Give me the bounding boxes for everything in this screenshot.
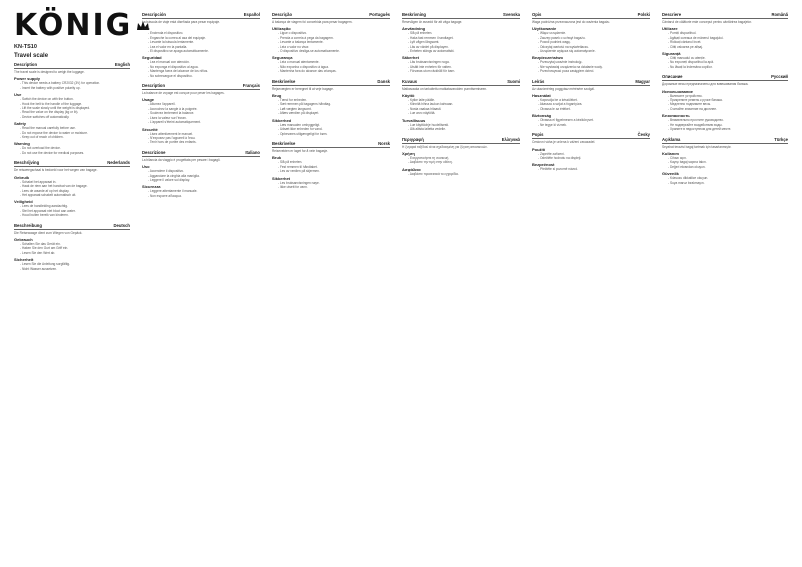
instruction-line: - Do not overload the device. [20,146,61,151]
section-language: Magyar [635,78,650,84]
section-language: Türkçe [774,136,788,142]
intro-text: A balança de viagem foi concebida para pesar bagagem. [272,20,353,24]
subsection-heading: Brug [272,93,282,99]
instruction-line: - Stel het apparaat niet bloot aan water. [20,208,76,213]
section-header [142,12,260,19]
subsection-heading: Bezpieczeństwo [532,55,563,61]
instruction-line: - Считайте значение на дисплее. [668,106,717,111]
intro-text: De reisweegschaal is bedoeld voor het wegen van bagage. [14,168,98,173]
section-title: Description [142,83,166,89]
subsection-heading: Veiligheid [14,199,33,205]
instruction-line: - Nie wystawiaj urządzenia na działanie wody. [538,64,603,69]
subsection-heading: Bezpečnost [532,162,555,168]
intro-text: La balance de voyage est conçue pour peser les bagages. [142,91,225,96]
column-2 [142,12,260,203]
subsection-heading: Segurança [272,55,293,61]
instruction-line: - Przechowywać poza zasięgiem dzieci. [538,69,595,74]
model-number: KN-TS10 [14,44,37,50]
instruction-line: - Lisez attentivement le manuel. [148,131,194,136]
instruction-line: - Kapcsolja be a készüléket. [538,98,578,103]
language-section [14,223,130,271]
subsection-heading: Χρήση [402,150,415,156]
instruction-line: - L'appareil s'éteint automatiquement. [148,120,201,125]
section-header [272,141,390,148]
intro-text: Matkavaaka on tarkoitettu matkatavaroiden punnitsemiseen. [402,86,488,91]
instruction-line: - Switch the device on with the button. [20,97,74,102]
brand-logo [14,8,150,43]
instruction-line: - Encienda el dispositivo. [148,31,184,36]
subsection-heading: Seguridad [142,55,162,61]
intro-text: Дорожные весы предназначены для взвешивания багажа. [662,82,749,87]
language-section [532,132,650,172]
subsection-heading: Biztonság [532,113,552,119]
instruction-line: - Kytke laite päälle. [408,98,435,103]
section-title: Descripción [142,12,166,17]
section-title: Açıklama [662,136,681,142]
subsection-heading: Použití [532,146,546,152]
instruction-line: - Kılavuzu dikkatlice okuyun. [668,176,709,181]
instruction-line: - Nicht Wasser aussetzen. [20,266,58,271]
instruction-line: - Lift the scale slowly until the weight is displayed. [20,106,90,111]
intro-text: Die Reisewaage dient zum Wiegen von Gepäck. [14,230,83,235]
language-section [532,79,650,127]
intro-text: Cântarul de călătorie este conceput pentru cântărirea bagajelor. [662,20,752,24]
instruction-line: - Schakel het apparaat in. [20,179,57,184]
subsection-heading: Gebruik [14,174,30,180]
section-header [402,12,520,19]
column-5 [532,12,650,177]
subsection-heading: Sicherheit [14,257,34,263]
language-section [142,150,260,198]
instruction-line: - Zaczep pasek o uchwyt bagażu. [538,35,586,40]
section-title: Popis [532,132,544,138]
instruction-line: - Les av verdien på skjermen. [278,169,320,174]
instruction-line: - Leia o valor no visor. [278,44,310,49]
instruction-line: - Lesen Sie den Wert ab. [20,250,56,255]
intro-text: Η ζυγαριά ταξιδιού είναι σχεδιασμένη για ζύγιση αποσκευών. [402,144,488,149]
section-title: Descrição [272,12,293,17]
instruction-line: - Älä altista laitetta vedelle. [408,127,446,132]
instruction-line: - Olvassa le az értéket. [538,106,571,111]
intro-text: The travel scale is designed to weigh the luggage. [14,70,85,74]
section-header [142,150,260,157]
section-language: Español [243,12,260,17]
language-section [272,12,390,74]
section-language: English [114,62,130,67]
instruction-line: - Läs bruksanvisningen noga. [408,60,450,65]
instruction-line: - N'exposez pas l'appareil à l'eau. [148,135,196,140]
subsection-heading: Használat [532,93,551,99]
instruction-line: - This device needs a battery CR2032 (3V) for operation. [20,81,101,86]
section-header [142,83,260,90]
instruction-line: - Insert the battery with positive polarity up. [20,85,81,90]
subsection-heading: Sécurité [142,126,158,132]
instruction-line: - Akassza a szíjat a fogantyúra. [538,102,583,107]
instruction-line: - Aflæs værdien på displayet. [278,111,320,116]
instruction-line: - Leia o manual atentamente. [278,60,320,65]
subsection-heading: Użytkowanie [532,26,557,32]
section-title: Descrizione [142,149,166,155]
intro-text: La báscula de viaje está diseñada para pesar equipaje. [142,20,220,24]
intro-text: Seyahat terazisi bagaj tartmak için tasarlanmıştır. [662,144,732,149]
instruction-line: - Mantenga fuera del alcance de los niños. [148,69,209,74]
instruction-line: - Ikke utsett for vann. [278,184,308,189]
language-section [402,12,520,74]
subsection-heading: Использование [662,88,693,94]
instruction-line: - Sæt remmen på bagagens håndtag. [278,102,331,107]
subsection-heading: Güvenlik [662,171,679,177]
section-language: Русский [771,74,788,80]
language-section [532,12,650,74]
subsection-heading: Käyttö [402,93,415,99]
instruction-line: - Levante a balança lentamente. [278,40,324,45]
instruction-line: - Διαβάστε προσεκτικά το εγχειρίδιο. [408,171,460,176]
instruction-line: - Läs av värdet på displayen. [408,44,449,49]
instruction-line: - Lea el valor en la pantalla. [148,44,188,49]
section-title: Description [14,62,38,67]
instruction-line: - Allumez l'appareil. [148,102,176,107]
section-title: Περιγραφή [402,136,424,142]
section-title: Beskrivelse [272,78,296,84]
section-language: Dansk [377,78,390,84]
instruction-line: - Haka fast remmen i handtaget. [408,35,454,40]
section-title: Opis [532,12,542,17]
section-header [662,74,788,81]
instruction-line: - Διαβάστε την τιμή στην οθόνη. [408,160,453,165]
instruction-line: - Enheten stängs av automatiskt. [408,49,455,54]
section-language: Svenska [503,12,520,17]
instruction-line: - Porniți dispozitivul. [668,31,697,36]
instruction-line: - Tænd for enheden. [278,98,308,103]
instruction-line: - Lyft vågen långsamt. [408,40,440,45]
intro-text: Resevågen är avsedd för att väga bagage. [402,20,463,24]
section-header [532,132,650,139]
section-header [402,137,520,144]
intro-text: Waga podróżna przeznaczona jest do ważenia bagażu. [532,20,611,24]
subsection-heading: Utilizare [662,26,678,32]
instruction-line: - Enganche la correa al asa del equipaje. [148,35,206,40]
section-title: Leírás [532,78,545,84]
section-language: Norsk [378,140,390,146]
section-language: Français [242,83,260,89]
section-language: Italiano [245,149,260,155]
subsection-heading: Bruk [272,155,282,161]
language-section [402,137,520,177]
instruction-line: - Ne tegye ki víznek. [538,122,567,127]
subsection-heading: Turvallisuus [402,117,426,123]
section-header [532,12,650,19]
section-language: Română [771,12,788,17]
instruction-line: - Fest remmen til håndtaket. [278,164,318,169]
instruction-line: - Slå på enheten. [408,31,433,36]
section-language: Česky [637,132,650,138]
section-language: Nederlands [107,160,130,166]
instruction-line: - Ligue o dispositivo. [278,31,308,36]
instruction-line: - Suya maruz bırakmayın. [668,180,705,185]
instruction-line: - Lees de waarde af op het display. [20,188,70,193]
language-section [142,83,260,145]
section-title: Beschrijving [14,160,40,166]
instruction-line: - Read the value on the display (kg or lb). [20,110,79,115]
instruction-line: - Не подвергайте воздействию воды. [668,122,723,127]
instruction-line: - Przeczytaj uważnie instrukcję. [538,60,583,65]
instruction-line: - Lisez la valeur sur l'écran. [148,115,187,120]
language-section [662,137,788,185]
language-section [402,79,520,132]
subsection-heading: Användning [402,26,426,32]
instruction-line: - Read the manual carefully before use. [20,126,76,131]
language-section [142,12,260,78]
intro-text: La bilancia da viaggio è progettata per pesare i bagagli. [142,157,221,162]
instruction-line: - Храните в недоступном для детей месте. [668,127,732,132]
section-header [14,223,130,230]
instruction-line: - Powoli podnieś wagę. [538,40,571,45]
instruction-line: - Citiți valoarea pe afișaj. [668,44,703,49]
instruction-line: - Não exponha o dispositivo à água. [278,64,329,69]
instruction-line: - Citiți manualul cu atenție. [668,56,706,61]
instruction-line: - Включите устройство. [668,93,703,98]
instruction-line: - Prenda a correia à pega da bagagem. [278,35,334,40]
section-title: Описание [662,74,683,80]
instruction-line: - Tenir hors de portée des enfants. [148,140,197,145]
instruction-line: - Lea el manual con atención. [148,60,190,65]
subsection-heading: Sikkerhed [272,117,292,123]
section-language: Ελληνικά [501,136,520,142]
subsection-heading: Sicurezza [142,184,161,190]
subsection-heading: Безопасность [662,113,690,119]
instruction-line: - Het apparaat schakelt automatisch uit. [20,192,77,197]
intro-text: Rejsevægten er beregnet til at veje bagage. [272,86,334,91]
instruction-line: - Leggere il valore sul display. [148,177,190,182]
instruction-line: - Slå på enheten. [278,160,303,165]
subsection-heading: Uso [142,26,150,32]
instruction-line: - Nu lăsați la îndemâna copiilor. [668,64,713,69]
section-language: Deutsch [113,222,130,228]
subsection-heading: Utilização [272,26,291,32]
subsection-heading: Use [14,92,22,98]
instruction-line: - Agganciare la cinghia alla maniglia. [148,173,200,178]
section-language: Polski [637,12,650,17]
section-title: Beschreibung [14,222,42,228]
language-section [272,141,390,189]
instruction-line: - Accendere il dispositivo. [148,169,184,174]
subsection-heading: Usage [142,97,155,103]
instruction-line: - Olvassa el figyelmesen a kézikönyvet. [538,118,594,123]
product-title: Travel scale [14,53,49,59]
instruction-line: - Ridicați cântarul încet. [668,40,702,45]
instruction-line: - Løft vægten langsomt. [278,106,312,111]
language-section [662,12,788,69]
instruction-line: - Schalten Sie das Gerät ein. [20,241,61,246]
instruction-line: - Медленно поднимите весы. [668,102,712,107]
instruction-line: - El dispositivo se apaga automáticamente. [148,49,209,54]
language-section [662,74,788,131]
instruction-line: - Förvaras utom räckhåll för barn. [408,69,456,74]
instruction-line: - Device switches off automatically. [20,114,70,119]
section-header [662,137,788,144]
subsection-heading: Säkerhet [402,55,419,61]
instruction-line: - Внимательно прочтите руководство. [668,118,724,123]
instruction-line: - Değeri ekrandan okuyun. [668,164,706,169]
section-header [14,160,130,167]
section-header [272,79,390,86]
instruction-line: - Keep out of reach of children. [20,135,64,140]
instruction-line: - Haak de riem aan het handvat van de bagage. [20,184,88,189]
instruction-line: - Lue käyttöohje huolellisesti. [408,122,449,127]
instruction-line: - Cihazı açın. [668,155,687,160]
section-title: Beskrivelse [272,140,296,146]
column-4 [402,12,520,181]
section-title: Descriere [662,12,682,17]
intro-text: Reisevekten er laget for å veie bagasje. [272,148,328,153]
column-6 [662,12,788,190]
subsection-heading: Warning [14,141,30,147]
intro-text: Cestovní váha je určena k vážení zavazadel. [532,140,596,145]
section-header [402,79,520,86]
instruction-line: - Kiinnitä hihna laukun kahvaan. [408,102,454,107]
instruction-line: - Nosta vaakaa hitaasti. [408,106,442,111]
instruction-line: - Прикрепите ремень к ручке багажа. [668,98,723,103]
instruction-line: - Læs manualen omhyggeligt. [278,122,320,127]
language-section [272,79,390,136]
column-1 [14,62,130,276]
section-language: Português [369,12,390,17]
instruction-line: - No exponga el dispositivo al agua. [148,64,199,69]
section-title: Beskrivning [402,12,426,17]
section-header [14,62,130,69]
instruction-line: - Les bruksanvisningen nøye. [278,180,320,185]
language-section [14,62,130,155]
instruction-line: - Hook the belt to the handle of the luggage. [20,101,83,106]
instruction-line: - Mantenha fora do alcance das crianças. [278,69,337,74]
language-section [14,160,130,217]
subsection-heading: Siguranță [662,51,681,57]
column-3 [272,12,390,194]
instruction-line: - Do not use the device for medical purposes. [20,150,85,155]
subsection-heading: Gebrauch [14,236,33,242]
instruction-line: - Lesen Sie die Anleitung sorgfältig. [20,262,70,267]
section-title: Kuvaus [402,78,418,84]
instruction-line: - No sobrecargue el dispositivo. [148,73,193,78]
instruction-line: - Do not expose the device to water or moisture. [20,130,88,135]
instruction-line: - Utsätt inte enheten för vatten. [408,64,452,69]
instruction-line: - Odczytaj wartość na wyświetlaczu. [538,44,590,49]
instruction-line: - Houd buiten bereik van kinderen. [20,213,69,218]
brand-name: KÖNIG [14,8,133,43]
subsection-heading: Uso [142,164,150,170]
instruction-line: - Lees de handleiding aandachtig. [20,204,68,209]
instruction-line: - Urządzenie wyłącza się automatycznie. [538,49,596,54]
subsection-heading: Sikkerhet [272,175,291,181]
instruction-line: - Lue arvo näytöltä. [408,111,436,116]
section-header [662,12,788,19]
instruction-line: - Nu expuneți dispozitivul la apă. [668,60,714,65]
instruction-line: - Přečtěte si pozorně návod. [538,167,578,172]
instruction-line: - Levante la báscula lentamente. [148,40,195,45]
instruction-line: - Ενεργοποιήστε τη συσκευή. [408,155,450,160]
instruction-line: - Haken Sie den Gurt am Griff ein. [20,246,69,251]
instruction-line: - Opbevares utilgængeligt for børn. [278,131,328,136]
instruction-line: - Non esporre all'acqua. [148,193,182,198]
subsection-heading: Kullanım [662,150,679,156]
section-language: Suomi [507,78,520,84]
subsection-heading: Safety [14,121,27,127]
instruction-line: - Leggere attentamente il manuale. [148,189,198,194]
instruction-line: - Zapněte zařízení. [538,151,565,156]
section-header [532,79,650,86]
instruction-line: - Accrochez la sangle à la poignée. [148,106,198,111]
section-header [272,12,390,19]
instruction-line: - Soulevez lentement la balance. [148,111,195,116]
instruction-line: - Włącz urządzenie. [538,31,566,36]
subsection-heading: Power supply [14,76,41,82]
instruction-line: - O dispositivo desliga-se automaticamente. [278,49,340,54]
instruction-line: - Udsæt ikke enheden for vand. [278,127,323,132]
instruction-line: - Kayışı bagaj sapına takın. [668,160,707,165]
subsection-heading: Ασφάλεια [402,166,421,172]
instruction-line: - Agățați cureaua de mânerul bagajului. [668,35,724,40]
intro-text: Az utazómérleg poggyász mérésére szolgál. [532,86,595,91]
instruction-line: - Odečtěte hodnotu na displeji. [538,155,582,160]
